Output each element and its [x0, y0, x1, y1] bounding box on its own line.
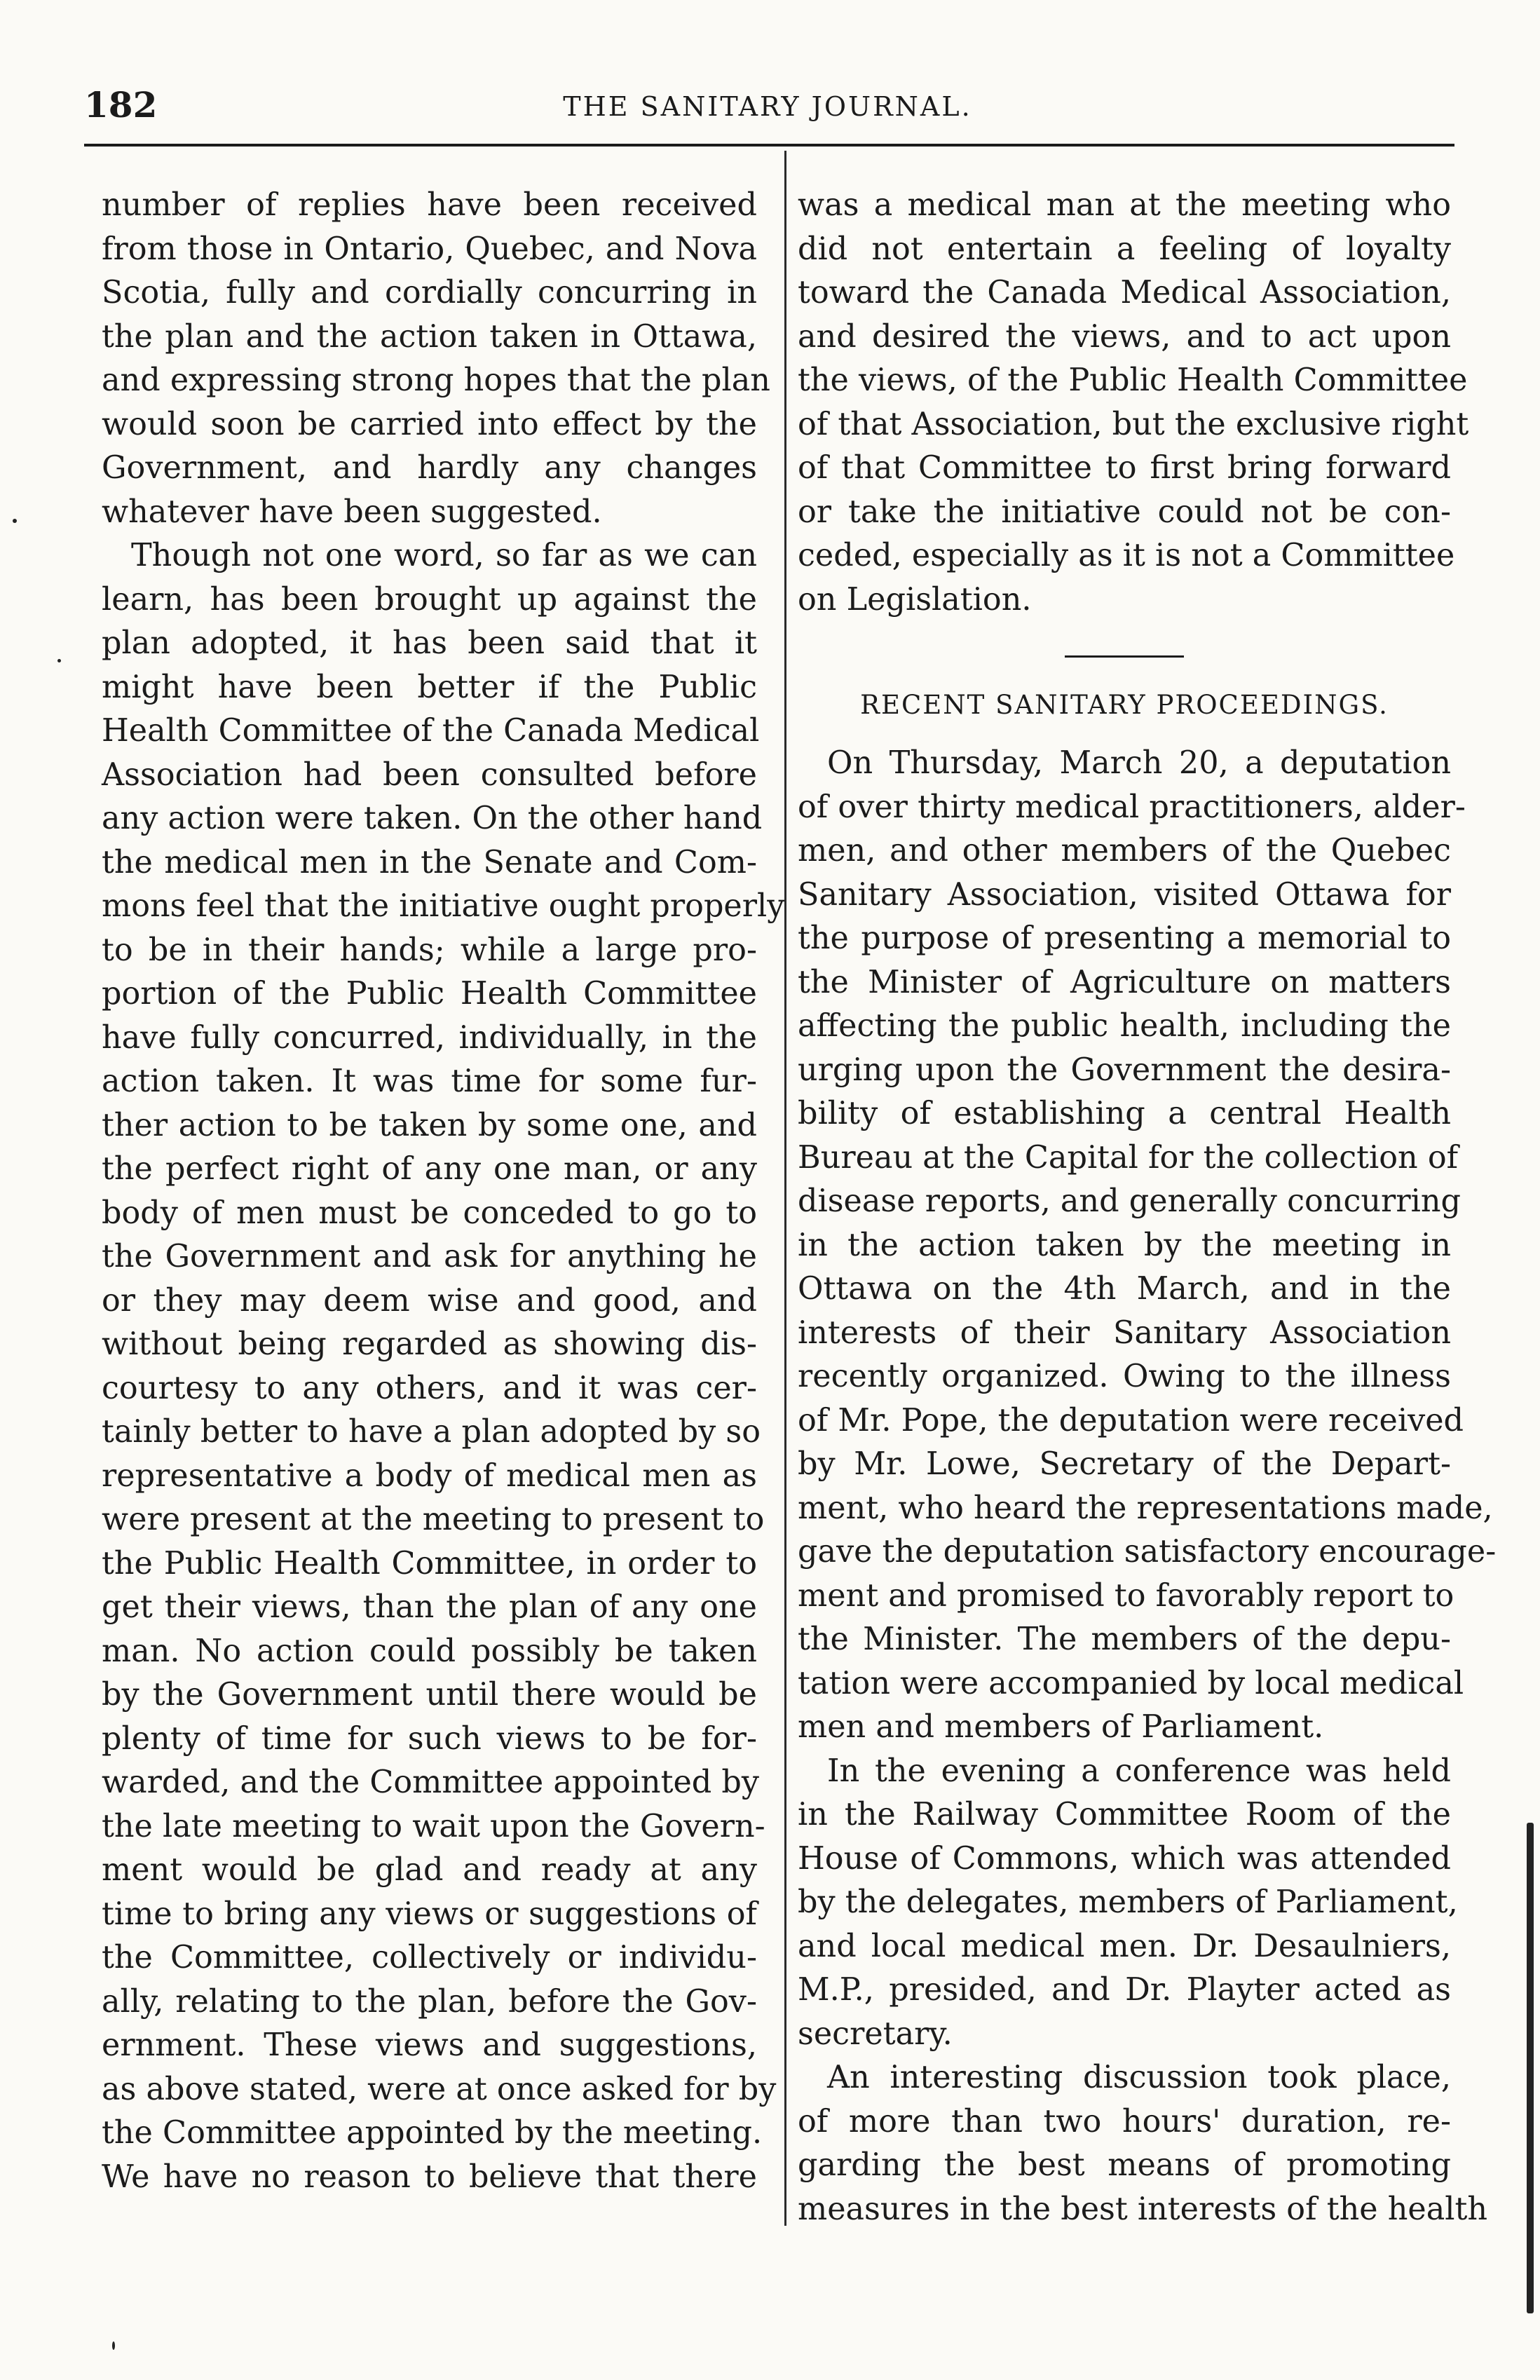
text-line: from those in Ontario, Quebec, and Nova: [102, 231, 757, 267]
text-line: action taken. It was time for some fur-: [102, 1063, 757, 1099]
text-line: Government, and hardly any changes: [102, 450, 757, 486]
text-line: bility of establishing a central Health: [798, 1096, 1451, 1131]
text-line: body of men must be conceded to go to: [102, 1195, 757, 1231]
text-line: of that Association, but the exclusive right: [798, 406, 1469, 442]
text-line: disease reports, and generally concurring: [798, 1183, 1461, 1219]
text-line: the Public Health Committee, in order to: [102, 1545, 757, 1582]
text-line: ment would be glad and ready at any: [102, 1852, 757, 1888]
text-line: as above stated, were at once asked for by: [102, 2071, 777, 2107]
text-line: the perfect right of any one man, or any: [102, 1151, 757, 1187]
text-line: mons feel that the initiative ought properly: [102, 888, 785, 924]
text-line: of over thirty medical practitioners, alder-: [798, 789, 1466, 825]
text-line: Health Committee of the Canada Medical: [102, 713, 760, 749]
scan-speck: [13, 519, 17, 523]
text-line: House of Commons, which was attended: [798, 1840, 1451, 1877]
text-line: men, and other members of the Quebec: [798, 833, 1451, 869]
text-line: ment and promised to favorably report to: [798, 1577, 1454, 1614]
text-line: man. No action could possibly be taken: [102, 1633, 757, 1669]
text-line: Though not one word, so far as we can: [131, 538, 757, 573]
text-line: to be in their hands; while a large pro-: [102, 932, 757, 968]
text-line: by the delegates, members of Parliament,: [798, 1884, 1458, 1920]
text-line: recently organized. Owing to the illness: [798, 1359, 1451, 1394]
header-rule: [84, 144, 1454, 147]
scan-speck: [112, 2341, 115, 2350]
text-line: portion of the Public Health Committee: [102, 976, 757, 1012]
text-line: Ottawa on the 4th March, and in the: [798, 1271, 1451, 1307]
text-line: the views, of the Public Health Committee: [798, 362, 1468, 398]
text-line: measures in the best interests of the health: [798, 2191, 1488, 2227]
text-line: in the Railway Committee Room of the: [798, 1797, 1451, 1832]
text-line: of more than two hours' duration, re-: [798, 2103, 1451, 2140]
scan-speck: [57, 659, 61, 662]
text-line: and desired the views, and to act upon: [798, 318, 1451, 355]
text-line: men and members of Parliament.: [798, 1709, 1324, 1745]
text-line: Bureau at the Capital for the collection of: [798, 1139, 1459, 1176]
text-line: have fully concurred, individually, in the: [102, 1019, 757, 1056]
text-line: by the Government until there would be: [102, 1677, 757, 1713]
text-line: M.P., presided, and Dr. Playter acted as: [798, 1972, 1451, 2008]
text-line: on Legislation.: [798, 581, 1032, 618]
text-line: representative a body of medical men as: [102, 1457, 757, 1494]
text-line: and local medical men. Dr. Desaulniers,: [798, 1928, 1451, 1964]
section-heading: RECENT SANITARY PROCEEDINGS.: [860, 690, 1389, 720]
left-column: [102, 184, 785, 2199]
right-column-top-text: [798, 184, 1469, 622]
text-line: without being regarded as showing dis-: [102, 1326, 757, 1362]
text-line: courtesy to any others, and it was cer-: [102, 1370, 757, 1406]
text-line: Association had been consulted before: [102, 756, 757, 793]
text-line: the Committee appointed by the meeting.: [102, 2115, 763, 2151]
text-line: urging upon the Government the desira-: [798, 1052, 1451, 1088]
text-line: garding the best means of promoting: [798, 2147, 1451, 2183]
text-line: the Minister of Agriculture on matters: [798, 964, 1451, 1000]
text-line: the Government and ask for anything he: [102, 1239, 757, 1274]
scan-speck: [1527, 1823, 1534, 2313]
text-line: In the evening a conference was held: [827, 1753, 1451, 1789]
column-divider: [784, 151, 786, 2226]
text-line: ally, relating to the plan, before the Gov-: [102, 1983, 757, 2020]
text-line: was a medical man at the meeting who: [798, 187, 1451, 223]
text-line: of that Committee to first bring forward: [798, 450, 1451, 486]
text-line: whatever have been suggested.: [102, 494, 602, 530]
text-line: tainly better to have a plan adopted by so: [102, 1414, 761, 1450]
text-line: plan adopted, it has been said that it: [102, 625, 757, 661]
text-line: On Thursday, March 20, a deputation: [827, 745, 1451, 781]
text-line: the plan and the action taken in Ottawa,: [102, 318, 757, 355]
text-line: ceded, especially as it is not a Committee: [798, 538, 1455, 573]
text-line: by Mr. Lowe, Secretary of the Depart-: [798, 1446, 1451, 1482]
text-line: the Minister. The members of the depu-: [798, 1621, 1451, 1657]
text-line: or take the initiative could not be con-: [798, 494, 1451, 530]
text-line: time to bring any views or suggestions of: [102, 1896, 757, 1932]
text-line: secretary.: [798, 2015, 953, 2052]
text-line: in the action taken by the meeting in: [798, 1227, 1451, 1263]
text-line: number of replies have been received: [102, 187, 757, 223]
text-line: ernment. These views and suggestions,: [102, 2027, 757, 2063]
text-line: were present at the meeting to present to: [102, 1502, 765, 1537]
page-number: 182: [84, 84, 158, 125]
text-line: toward the Canada Medical Association,: [798, 275, 1451, 311]
text-line: the purpose of presenting a memorial to: [798, 920, 1451, 956]
text-line: interests of their Sanitary Association: [798, 1314, 1451, 1351]
text-line: learn, has been brought up against the: [102, 581, 757, 618]
text-line: might have been better if the Public: [102, 669, 757, 705]
text-line: tation were accompanied by local medical: [798, 1665, 1464, 1701]
text-line: and expressing strong hopes that the plan: [102, 362, 770, 398]
text-line: the medical men in the Senate and Com-: [102, 844, 757, 880]
section-body: [798, 742, 1497, 2231]
text-line: would soon be carried into effect by the: [102, 406, 757, 442]
text-line: Sanitary Association, visited Ottawa for: [798, 876, 1451, 913]
text-line: gave the deputation satisfactory encourage-: [798, 1534, 1497, 1570]
text-line: get their views, than the plan of any one: [102, 1589, 757, 1625]
page-header: [84, 84, 1451, 133]
text-line: the late meeting to wait upon the Govern-: [102, 1808, 765, 1844]
text-line: of Mr. Pope, the deputation were received: [798, 1402, 1464, 1439]
text-line: An interesting discussion took place,: [827, 2060, 1451, 2095]
text-line: did not entertain a feeling of loyalty: [798, 231, 1451, 267]
text-line: any action were taken. On the other hand: [102, 801, 763, 836]
text-line: warded, and the Committee appointed by: [102, 1764, 760, 1800]
running-head: THE SANITARY JOURNAL.: [563, 91, 972, 122]
section-divider: [1065, 655, 1184, 658]
text-line: Scotia, fully and cordially concurring in: [102, 275, 757, 311]
right-column: [798, 184, 1497, 2231]
text-line: the Committee, collectively or individu-: [102, 1940, 757, 1976]
text-line: plenty of time for such views to be for-: [102, 1720, 757, 1757]
text-line: ment, who heard the representations made,: [798, 1490, 1493, 1526]
text-line: or they may deem wise and good, and: [102, 1282, 757, 1319]
text-line: ther action to be taken by some one, and: [102, 1107, 757, 1143]
text-line: affecting the public health, including the: [798, 1008, 1451, 1044]
text-line: We have no reason to believe that there: [102, 2158, 757, 2195]
